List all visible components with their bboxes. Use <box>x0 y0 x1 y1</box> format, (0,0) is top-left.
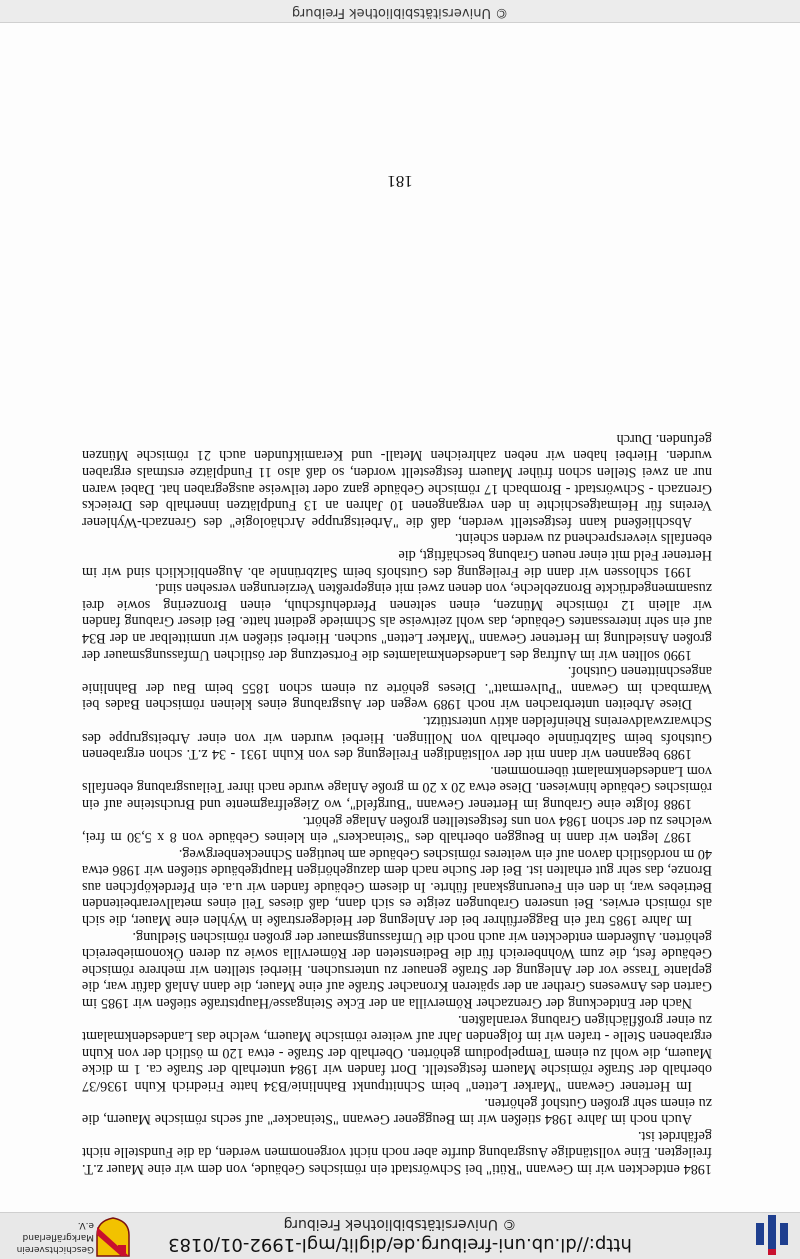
publisher-logo <box>10 1215 130 1257</box>
footer-copyright: © Universitätsbibliothek Freiburg <box>291 5 509 20</box>
viewer-footer <box>0 0 800 23</box>
paragraph: 1989 begannen wir dann mit der vollständigen Freilegung des von Kuhn 1931 - 34 z.T. schon ergrabenen Gutshofs beim Salzbrünnle oberhalb von Nollingen. Hierbei wurden wir von einer Arbeitsgruppe des Schwarzwaldvereins Rheinfelden aktiv unterstützt. <box>82 712 712 763</box>
viewer-header <box>0 1212 800 1259</box>
paragraph: Auch noch im Jahre 1984 stießen wir im Beuggener Gewann "Steinacker" auf sechs römische Mauern, die zu einem sehr großen Gutshof gehörten. <box>82 1094 712 1128</box>
coat-of-arms-icon <box>96 1217 130 1257</box>
paragraph: Diese Arbeiten unterbrachen wir noch 1989 wegen der Ausgrabung eines kleinen römischen Bades bei Warmbach im Gewann "Pulvermatt". Dieses gehörte zu einem schon 1855 beim Bau der Bahnlinie angeschnittenen Gutshof. <box>82 663 712 713</box>
publisher-line-1: Geschichtsverein <box>16 1244 94 1254</box>
header-copyright: © Universitätsbibliothek Freiburg <box>283 1216 517 1232</box>
paragraph: Im Hertener Gewann "Marker Letten" beim Schnittpunkt Bahnlinie/B34 hatte Friedrich Kuhn 1936/37 oberhalb der Straße römische Mauern festgestellt. Dort fanden wir 1984 unterhalb der Straße ca. 1 m dicke Mauern, die wohl zu einem Tempelpodium gehörten. Oberhalb der Straße - etwa 120 m östlich der von Kuhn ergrabenen Stelle - trafen wir im folgenden Jahr auf weitere römische Mauern, welche das Landesdenkmalamt zu einer großflächigen Grabung veranlaßten. <box>82 1011 712 1095</box>
paragraph: 1988 folgte eine Grabung im Hertener Gewann "Burgfeld", wo Ziegelfragmente und Bruchsteine auf ein römisches Gebäude hinwiesen. Diese etwa 20 x 20 m große Anlage wurde nach ihrer Teilausgrabung ebenfalls vom Landesdenkmalamt übernommen. <box>82 762 712 812</box>
document-url[interactable]: http://dl.ub.uni-freiburg.de/diglit/mgl-1992-01/0183 <box>168 1234 632 1255</box>
paragraph: 1990 sollten wir im Auftrag des Landesdenkmalamtes die Fortsetzung der östlichen Umfassungsmauer der großen Ansiedlung im Hertener Gewann "Marker Letten" suchen. Hierbei stießen wir unmittelbar an der B34 auf ein sehr interessantes Gebäude, das wohl zeitweise als Schmiede gedient hatte. Bei dieser Grabung fanden wir allein 12 römische Münzen, einen seltenen Pferdehufschuh, einen Bronzering sowie drei zusammengedrückte Bronzebleche, von denen zwei mit eingepreßten Verzierungen versehen sind. <box>82 580 712 663</box>
publisher-line-2: Markgräflerland e.V. <box>22 1220 94 1242</box>
page-body <box>82 430 712 1177</box>
paragraph: 1984 entdeckten wir im Gewann "Rüti" bei Schwörstadt ein römisches Gebäude, von dem wir eine Mauer z.T. freilegten. Eine vollständige Ausgrabung durfte aber noch nicht vorgenommen werden, da die Fundstelle nicht gefährdet ist. <box>82 1127 712 1177</box>
paragraph: Nach der Entdeckung der Grenzacher Römervilla an der Ecke Steingasse/Hauptstraße stießen wir 1985 im Garten des Anwesens Grether an der späteren Kronacher Straße auf eine Mauer, die dann Anlaß dafür war, die geplante Trasse vor der Anlegung der Straße genauer zu untersuchen. Hierbei stellten wir mehrere römische Gebäude fest, die zum Wohnbereich für die Bediensteten der Römervilla sowie zu deren Ökonomiebereich gehörten. Außerdem entdeckten wir auch noch die Umfassungsmauer der großen römischen Siedlung. <box>82 928 712 1012</box>
page-number: 181 <box>387 172 413 191</box>
paragraph: Abschließend kann festgestellt werden, daß die "Arbeitsgruppe Archäologie" des Grenzach-Wyhlener Vereins für Heimatgeschichte in den vergangenen 10 Jahren an 13 Fundplätzen innerhalb des Dreiecks Grenzach - Schwörstadt - Brombach 17 römische Gebäude ganz oder teilweise ausgegraben hat. Dabei waren nur an zwei Stellen schon früher Mauern festgestellt worden, so daß also 11 Fundplätze erstmals ergraben wurden. Hierbei haben wir neben zahlreichen Metall- und Keramikfunden auch 21 römische Münzen gefunden. Durch <box>82 430 712 530</box>
paragraph: 1991 schlossen wir dann die Freilegung des Gutshofs beim Salzbrünnle ab. Augenblicklich sind wir im Hertener Feld mit einer neuen Grabung beschäftigt, die <box>82 547 712 580</box>
publisher-name <box>10 1219 94 1255</box>
paragraph: Im Jahre 1985 traf ein Baggerführer bei der Anlegung der Heidegerstraße in Wyhlen eine Mauer, die sich als römisch erwies. Bei unseren Grabungen zeigte es sich dann, daß dieses Teil eines metallverarbeitenden Betriebes war, in den ein Feuerungskanal führte. In diesem Gebäude fanden wir u.a. ein Pferdeköpfchen aus Bronze, das sehr gut erhalten ist. Bei der Suche nach dem dazugehörigen Hauptgebäude stießen wir 1986 etwa 40 m nordöstlich davon auf ein weiteres römisches Gebäude am heutigen Schneckenbergweg. <box>82 845 712 929</box>
paragraph: ebenfalls vieversprechend zu werden scheint. <box>454 530 712 547</box>
paragraph: 1987 legten wir dann in Beuggen oberhalb des "Steinackers" ein kleines Gebäude von 8 x 5,30 m frei, welches zu der schon 1984 von uns festgestellten großen Anlage gehört. <box>82 812 712 846</box>
